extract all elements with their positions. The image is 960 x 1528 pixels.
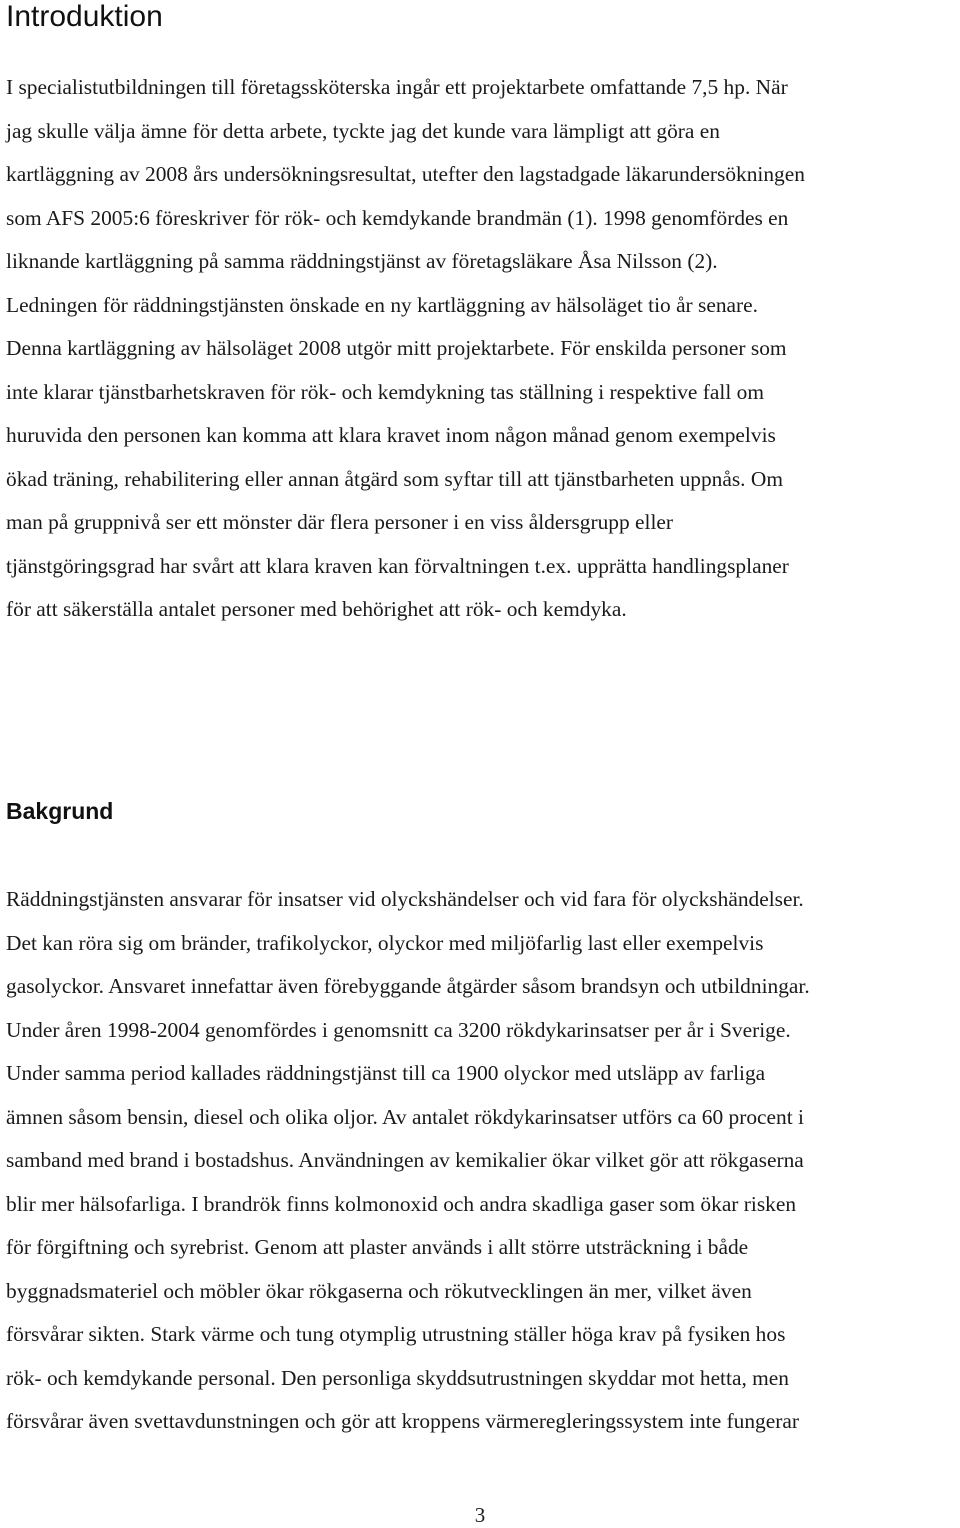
paragraph-line: Det kan röra sig om bränder, trafikolyckor, olyckor med miljöfarlig last eller exempelvis bbox=[6, 930, 764, 955]
paragraph-line: byggnadsmateriel och möbler ökar rökgaserna och rökutvecklingen än mer, vilket även bbox=[6, 1278, 752, 1303]
introduktion-paragraph bbox=[6, 66, 805, 632]
paragraph-line: huruvida den personen kan komma att klara kravet inom någon månad genom exempelvis bbox=[6, 423, 776, 447]
paragraph-line: Under åren 1998-2004 genomfördes i genomsnitt ca 3200 rökdykarinsatser per år i Sverige. bbox=[6, 1017, 791, 1042]
paragraph-line: ökad träning, rehabilitering eller annan åtgärd som syftar till att tjänstbarheten uppnås. Om bbox=[6, 466, 783, 491]
section-heading-introduktion: Introduktion bbox=[6, 0, 163, 33]
paragraph-line: inte klarar tjänstbarhetskraven för rök- och kemdykning tas ställning i respektive fall om bbox=[6, 379, 764, 404]
paragraph-line: I specialistutbildningen till företagssköterska ingår ett projektarbete omfattande 7,5 hp. När bbox=[6, 75, 788, 99]
paragraph-line: liknande kartläggning på samma räddningstjänst av företagsläkare Åsa Nilsson (2). bbox=[6, 249, 718, 273]
paragraph-line: Denna kartläggning av hälsoläget 2008 utgör mitt projektarbete. För enskilda personer som bbox=[6, 336, 787, 360]
paragraph-line: försvårar sikten. Stark värme och tung otymplig utrustning ställer höga krav på fysiken hos bbox=[6, 1322, 786, 1346]
paragraph-line: för att säkerställa antalet personer med behörighet att rök- och kemdyka. bbox=[6, 597, 627, 621]
section-heading-bakgrund: Bakgrund bbox=[6, 798, 114, 824]
paragraph-line: försvårar även svettavdunstningen och gör att kroppens värmeregleringssystem inte fungerar bbox=[6, 1409, 799, 1433]
paragraph-line: man på gruppnivå ser ett mönster där flera personer i en viss åldersgrupp eller bbox=[6, 510, 674, 534]
paragraph-line: Under samma period kallades räddningstjänst till ca 1900 olyckor med utsläpp av farliga bbox=[6, 1061, 766, 1085]
paragraph-line: för förgiftning och syrebrist. Genom att plaster används i allt större utsträckning i både bbox=[6, 1235, 749, 1259]
paragraph-line: blir mer hälsofarliga. I brandrök finns kolmonoxid och andra skadliga gaser som ökar risken bbox=[6, 1191, 797, 1216]
paragraph-line: Ledningen för räddningstjänsten önskade en ny kartläggning av hälsoläget tio år senare. bbox=[6, 292, 759, 317]
paragraph-line: samband med brand i bostadshus. Användningen av kemikalier ökar vilket gör att rökgaserna bbox=[6, 1148, 804, 1172]
paragraph-line: gasolyckor. Ansvaret innefattar även förebyggande åtgärder såsom brandsyn och utbildningar. bbox=[6, 974, 810, 998]
paragraph-line: Räddningstjänsten ansvarar för insatser vid olyckshändelser och vid fara för olyckshändelser. bbox=[6, 887, 804, 911]
page-number: 3 bbox=[474, 1503, 486, 1527]
paragraph-line: rök- och kemdykande personal. Den personliga skyddsutrustningen skyddar mot hetta, men bbox=[6, 1365, 789, 1390]
paragraph-line: jag skulle välja ämne för detta arbete, tyckte jag det kunde vara lämpligt att göra en bbox=[6, 118, 720, 143]
paragraph-line: tjänstgöringsgrad har svårt att klara kraven kan förvaltningen t.ex. upprätta handlingsplaner bbox=[6, 553, 789, 578]
bakgrund-paragraph bbox=[6, 878, 810, 1444]
paragraph-line: ämnen såsom bensin, diesel och olika oljor. Av antalet rökdykarinsatser utförs ca 60 procent i bbox=[6, 1104, 804, 1129]
paragraph-line: kartläggning av 2008 års undersökningsresultat, utefter den lagstadgade läkarundersökningen bbox=[6, 162, 805, 186]
paragraph-line: som AFS 2005:6 föreskriver för rök- och kemdykande brandmän (1). 1998 genomfördes en bbox=[6, 205, 789, 230]
